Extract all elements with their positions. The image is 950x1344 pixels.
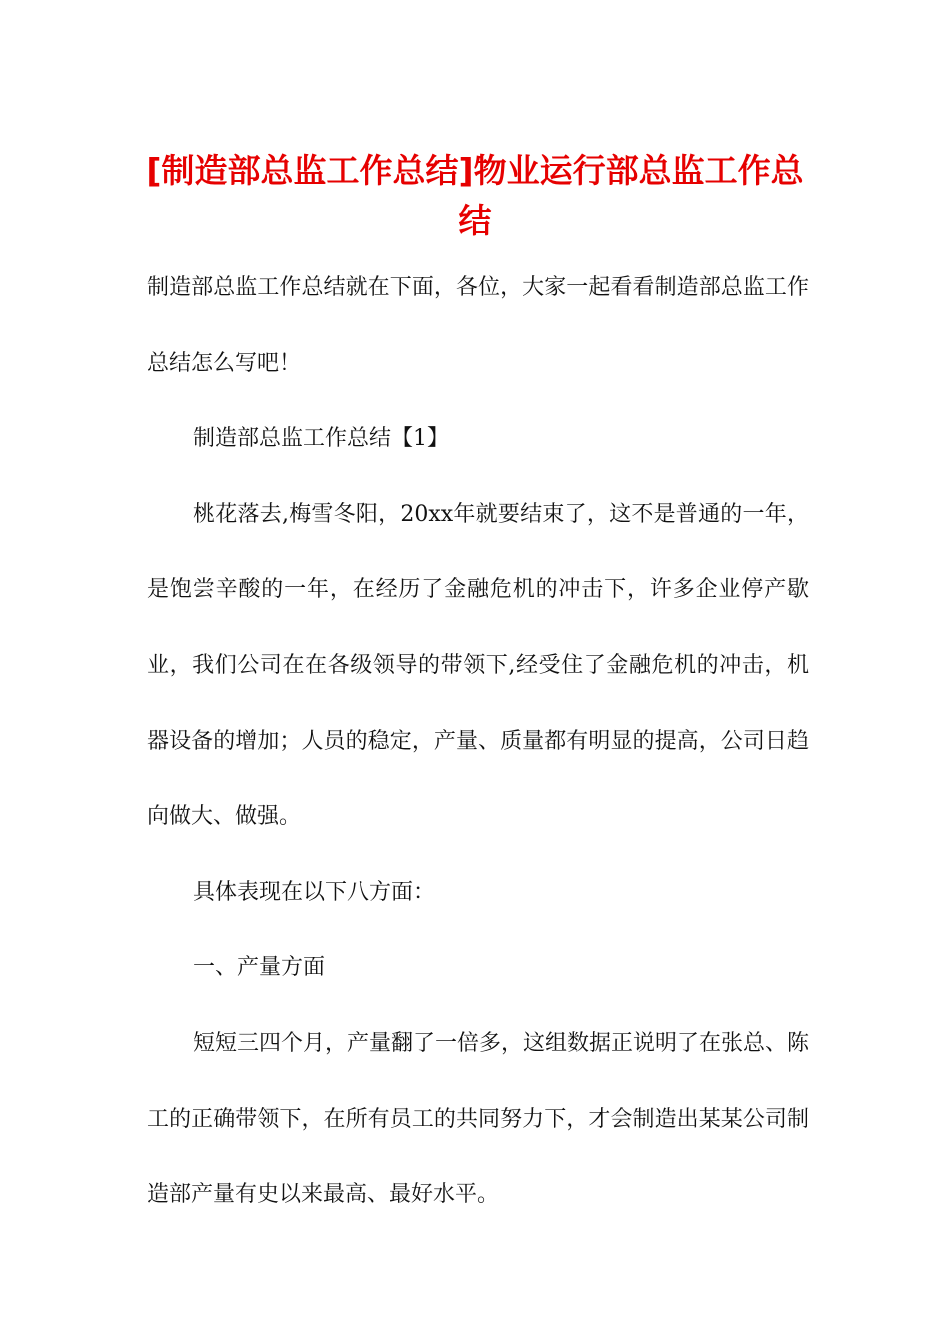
subsection-heading: 一、产量方面 <box>193 955 326 981</box>
paragraph-aspects-intro: 具体表现在以下八方面： <box>193 879 436 905</box>
paragraph-output: 短短三四个月，产量翻了一倍多，这组数据正说明了在张总、陈工的正确带领下，在所有员工的共同努力下，才会制造出某某公司制造部产量有史以来最高、最好水平。 <box>147 1030 810 1208</box>
document-title: [制造部总监工作总结]物业运行部总监工作总结 <box>146 151 804 240</box>
paragraph-overview: 桃花落去,梅雪冬阳，20xx年就要结束了，这不是普通的一年，是饱尝辛酸的一年，在经历了金融危机的冲击下，许多企业停产歇业，我们公司在在各级领导的带领下,经受住了金融危机的冲击，机器设备的增加；人员的稳定，产量、质量都有明显的提高，公司日趋向做大、做强。 <box>147 501 809 830</box>
section-heading: 制造部总监工作总结【1】 <box>193 426 449 452</box>
paragraph-intro: 制造部总监工作总结就在下面，各位，大家一起看看制造部总监工作总结怎么写吧！ <box>147 275 809 376</box>
document-body <box>147 250 809 1233</box>
